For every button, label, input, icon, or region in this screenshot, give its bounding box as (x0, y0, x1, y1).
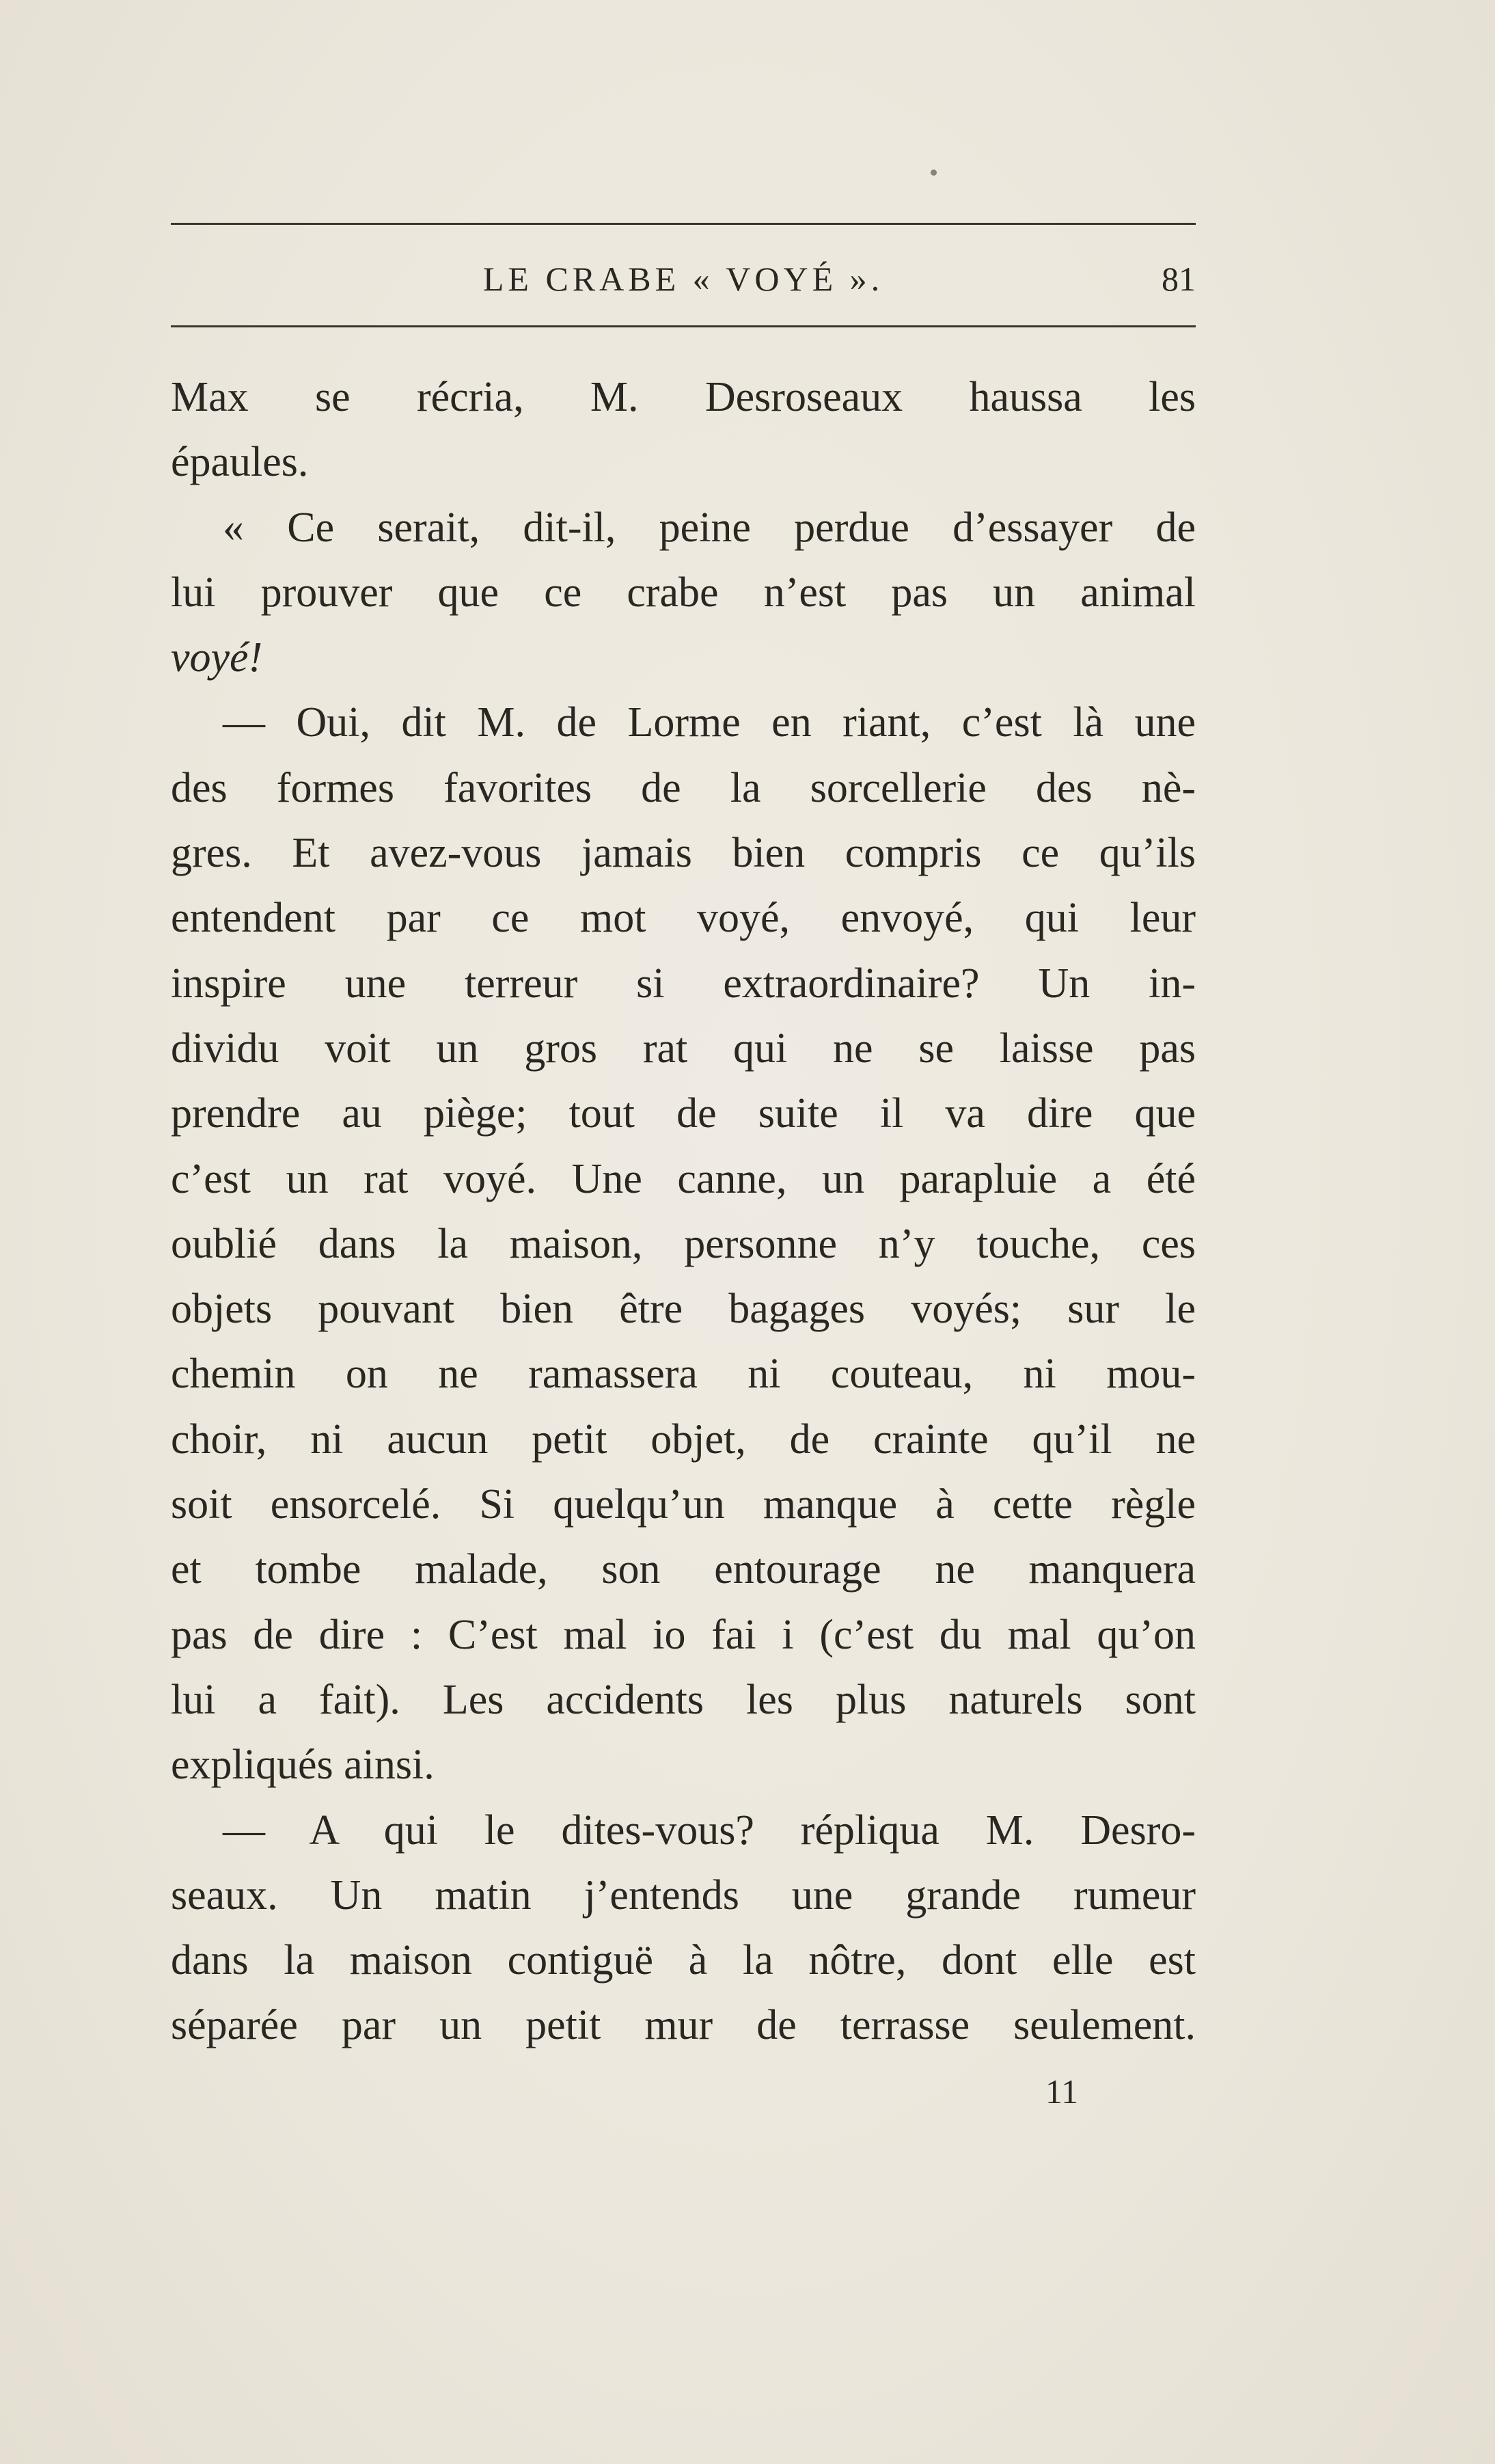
text-line: choir, ni aucun petit objet, de crainte qu’il ne (171, 1416, 1196, 1463)
text-line: séparée par un petit mur de terrasse seulement. (171, 2002, 1196, 2049)
text-line: épaules. (171, 439, 309, 486)
text-line: « Ce serait, dit-il, peine perdue d’essayer de (223, 504, 1196, 551)
running-head (171, 258, 1196, 299)
text-line: des formes favorites de la sorcellerie des nè- (171, 764, 1196, 811)
running-title: LE CRABE « VOYÉ ». (482, 260, 884, 298)
text-line: prendre au piège; tout de suite il va dire que (171, 1090, 1196, 1137)
text-line: c’est un rat voyé. Une canne, un parapluie a été (171, 1155, 1196, 1202)
text-line: pas de dire : C’est mal io fai i (c’est du mal qu’on (171, 1611, 1196, 1658)
text-line: soit ensorcelé. Si quelqu’un manque à cette règle (171, 1481, 1196, 1528)
text-line: seaux. Un matin j’entends une grande rumeur (171, 1871, 1196, 1919)
header-rule-top (171, 223, 1196, 225)
text-line: Max se récria, M. Desroseaux haussa les (171, 374, 1196, 420)
text-line: objets pouvant bien être bagages voyés; sur le (171, 1286, 1196, 1333)
text-line: dans la maison contiguë à la nôtre, dont elle est (171, 1937, 1196, 1984)
text-line: chemin on ne ramassera ni couteau, ni mou- (171, 1351, 1196, 1398)
text-line: — Oui, dit M. de Lorme en riant, c’est là une (223, 699, 1196, 746)
text-line: entendent par ce mot voyé, envoyé, qui leur (171, 895, 1196, 942)
page-number: 81 (1162, 260, 1196, 298)
text-line: voyé! (171, 634, 263, 681)
text-line: dividu voit un gros rat qui ne se laisse pas (171, 1025, 1196, 1072)
text-line: gres. Et avez-vous jamais bien compris ce qu’ils (171, 830, 1196, 877)
print-speck (931, 170, 937, 176)
text-line: lui a fait). Les accidents les plus naturels sont (171, 1676, 1196, 1723)
text-line: lui prouver que ce crabe n’est pas un animal (171, 569, 1196, 616)
header-rule-bottom (171, 325, 1196, 327)
text-line: oublié dans la maison, personne n’y touche, ces (171, 1220, 1196, 1267)
signature-mark: 11 (1045, 2072, 1079, 2111)
text-line: inspire une terreur si extraordinaire? Un in- (171, 960, 1196, 1007)
text-line: — A qui le dites-vous? répliqua M. Desro- (223, 1806, 1196, 1854)
body-text (171, 365, 1196, 2059)
text-line: expliqués ainsi. (171, 1742, 435, 1789)
text-line: et tombe malade, son entourage ne manquera (171, 1546, 1196, 1593)
